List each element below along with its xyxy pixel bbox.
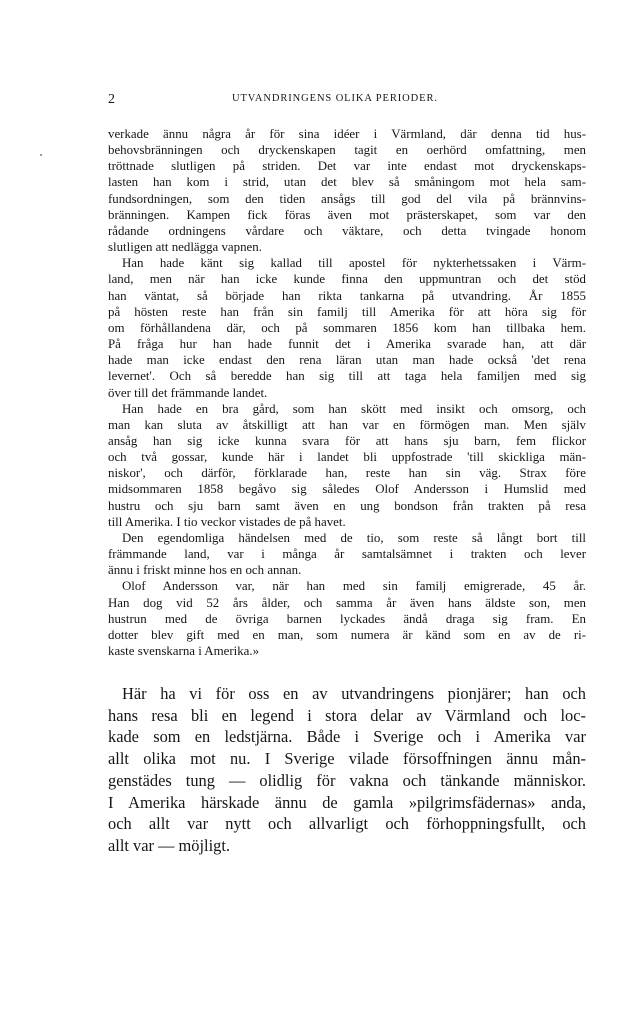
quote-line: främmande land, var i många år samtalsämnet i trakten och lever bbox=[108, 547, 586, 562]
body-line: genstädes tung — olidlig för vakna och tänkande människor. bbox=[108, 770, 586, 790]
quote-line: lasten han kom i strid, utan det blev så småningom mot hela sam- bbox=[108, 175, 586, 190]
body-line: hans resa bli en legend i stora delar av Värmland och loc- bbox=[108, 705, 586, 725]
quote-line: rådande ordningens vårdare och väktare, och detta tvingade honom bbox=[108, 223, 586, 238]
quote-line: niskor', och därför, förklarade han, reste han sin väg. Strax före bbox=[108, 466, 586, 481]
quote-line: På fråga hur han hade funnit det i Amerika svarade han, att där bbox=[108, 337, 586, 352]
quote-line: till Amerika. I tio veckor vistades de på havet. bbox=[108, 514, 346, 529]
quote-line: han väntat, så började han rikta tankarna på utvandring. År 1855 bbox=[108, 288, 586, 303]
body-line: och allt var nytt och allvarligt och förhoppningsfullt, och bbox=[108, 814, 586, 834]
quote-line: Han hade en bra gård, som han skött med insikt och omsorg, och bbox=[122, 401, 586, 416]
quote-line: slutligen att nedlägga vapnen. bbox=[108, 240, 262, 255]
quote-line: ansåg han sig icke kunna svara för att hans sju barn, fem flickor bbox=[108, 433, 586, 448]
page-number: 2 bbox=[108, 92, 115, 107]
quote-line: fundsordningen, som den tiden ansågs till god del vila på brännvins- bbox=[108, 191, 586, 206]
quote-line: man kan sluta av åtskilligt att han var en förmögen man. Men själv bbox=[108, 417, 586, 432]
body-line: I Amerika härskade ännu de gamla »pilgrimsfädernas» anda, bbox=[108, 792, 586, 812]
quote-line: kaste svenskarna i Amerika.» bbox=[108, 644, 260, 658]
quote-line: Den egendomliga händelsen med de tio, som reste så långt bort till bbox=[122, 530, 586, 545]
quote-line: tröttnade slutligen på striden. Det var inte endast mot dryckenskaps- bbox=[108, 159, 586, 174]
quote-line: hustru och sju barn samt även en ung bondson från trakten på resa bbox=[108, 498, 586, 513]
running-head: UTVANDRINGENS OLIKA PERIODER. bbox=[232, 93, 438, 104]
quote-line: verkade ännu några år för sina idéer i Värmland, där denna tid hus- bbox=[108, 127, 586, 141]
quote-line: Han hade känt sig kallad till apostel för nykterhetssaken i Värm- bbox=[122, 256, 586, 271]
quote-line: över till det främmande landet. bbox=[108, 385, 268, 400]
quote-line: bränningen. Kampen fick föras även mot prästerskapet, som var den bbox=[108, 207, 586, 222]
quote-line: behovsbränningen och dryckenskapen tagit en oerhörd omfattning, men bbox=[108, 143, 586, 158]
quote-line: levernet'. Och så beredde han sig till att taga hela familjen med sig bbox=[108, 369, 586, 384]
quote-line: hustrun med de övriga barnen lyckades ändå draga sig fram. En bbox=[108, 611, 586, 626]
quote-line: om förhållandena där, och på sommaren 1856 kom han tillbaka hem. bbox=[108, 320, 586, 335]
quote-line: Han dog vid 52 års ålder, och samma år även hans äldste son, men bbox=[108, 595, 586, 610]
quote-line: dotter blev gift med en man, som numera är känd som en av de ri- bbox=[108, 627, 586, 642]
quote-line: land, men när han icke kunde finna den uppmuntran och det stöd bbox=[108, 272, 586, 287]
quote-line: på hösten reste han från sin familj till Amerika för att höra sig för bbox=[108, 304, 586, 319]
body-line: allt olika mot nu. I Sverige vilade försoffningen ännu mån- bbox=[108, 749, 586, 769]
body-line: allt var — möjligt. bbox=[108, 835, 231, 855]
quote-line: hade man icke endast den rena läran utan man hade också 'det rena bbox=[108, 353, 586, 368]
body-paragraph bbox=[108, 683, 586, 857]
body-line: Här ha vi för oss en av utvandringens pionjärer; han och bbox=[122, 684, 586, 703]
quote-line: midsommaren 1858 begåvo sig således Olof Andersson i Humslid med bbox=[108, 482, 586, 497]
body-line: kade som en ledstjärna. Både i Sverige och i Amerika var bbox=[108, 727, 586, 747]
quote-line: ännu i friskt minne hos en och annan. bbox=[108, 563, 302, 578]
quote-line: Olof Andersson var, när han med sin familj emigrerade, 45 år. bbox=[122, 579, 586, 594]
quoted-passage bbox=[108, 126, 586, 659]
quote-line: och två gossar, kunde här i landet bli uppfostrade 'till skickliga män- bbox=[108, 450, 586, 465]
page-header bbox=[108, 92, 576, 110]
margin-mark bbox=[40, 154, 42, 156]
